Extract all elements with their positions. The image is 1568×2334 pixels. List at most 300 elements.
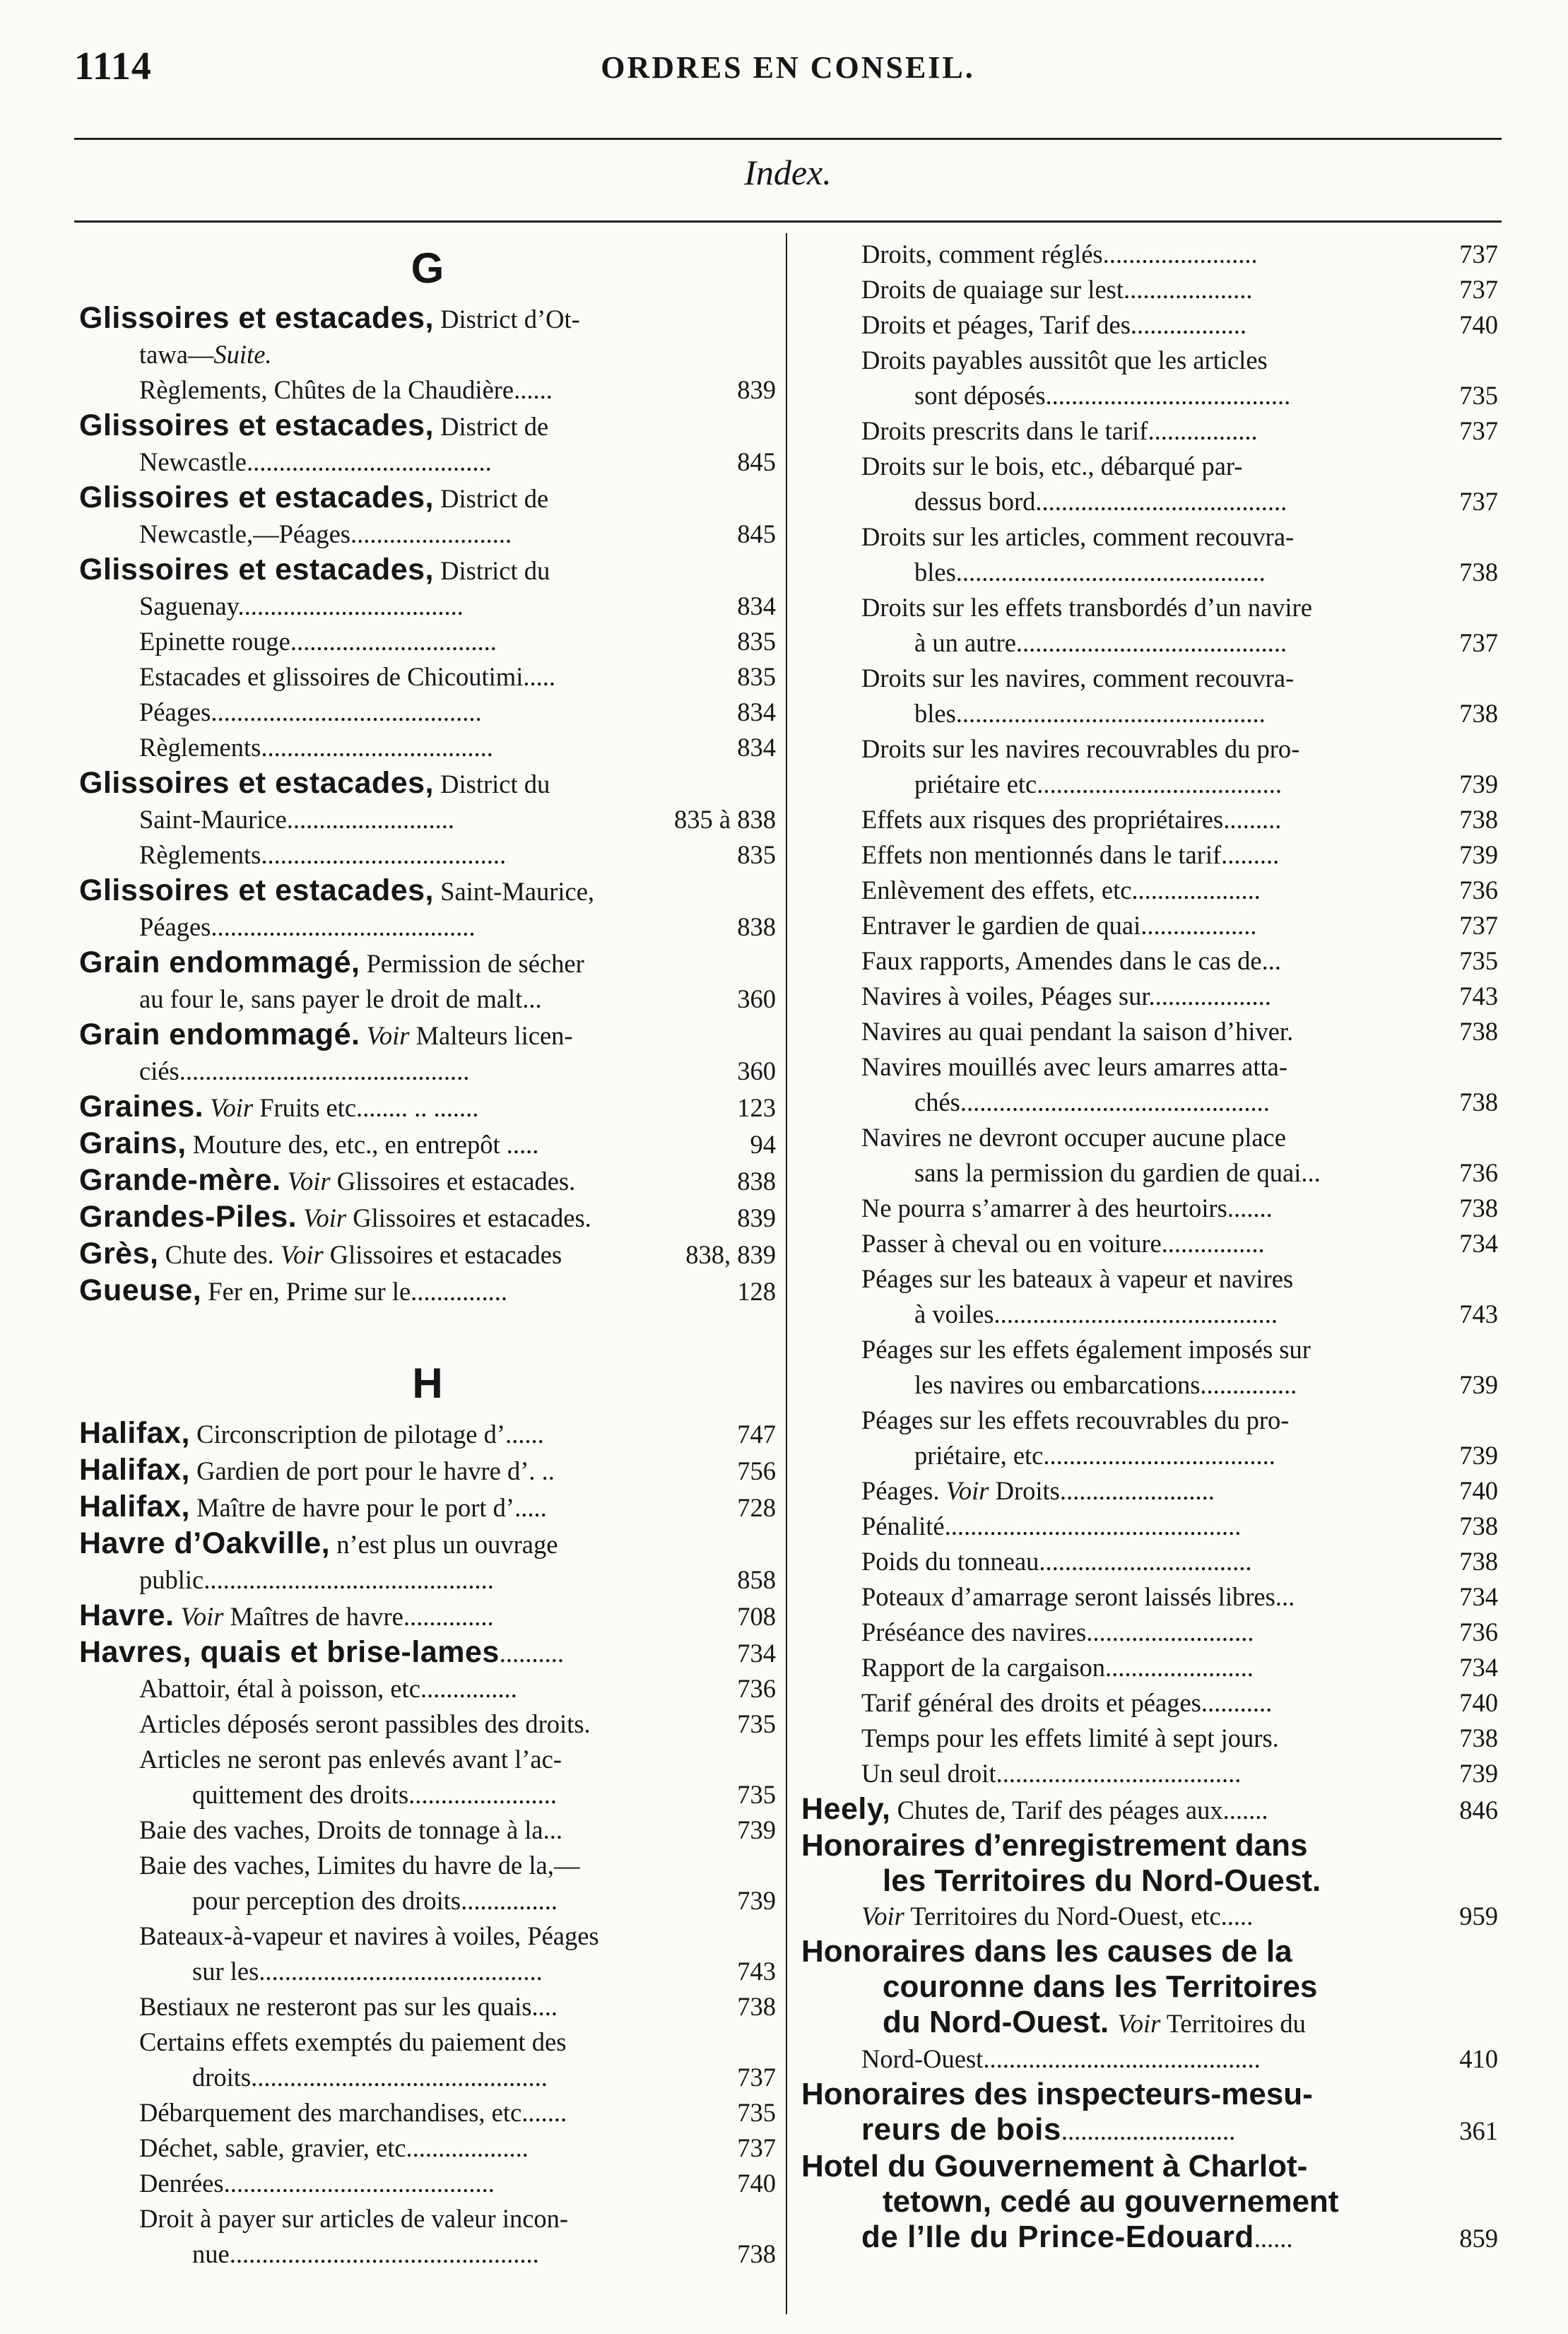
index-entry bbox=[801, 2220, 1498, 2256]
index-entry-text bbox=[79, 837, 776, 873]
index-entry bbox=[79, 1919, 776, 1954]
entry-heading: Graines. bbox=[79, 1090, 204, 1124]
page-ref: 737 bbox=[1459, 911, 1498, 940]
page-ref: 835 bbox=[737, 627, 776, 656]
index-entry bbox=[79, 1777, 776, 1813]
page-ref: 859 bbox=[1459, 2224, 1498, 2253]
entry-text: Glissoires et estacades. bbox=[330, 1167, 576, 1196]
index-entry bbox=[79, 659, 776, 695]
entry-text: Droit à payer sur articles de valeur incon- bbox=[139, 2204, 569, 2233]
index-entry bbox=[79, 1883, 776, 1919]
index-heading-text bbox=[801, 2005, 1498, 2041]
index-entry bbox=[79, 695, 776, 730]
index-entry bbox=[79, 837, 776, 873]
entry-text: Navires ne devront occuper aucune place bbox=[861, 1123, 1286, 1152]
index-entry bbox=[801, 1085, 1498, 1120]
page-ref: 747 bbox=[737, 1420, 776, 1449]
page-ref: 739 bbox=[1459, 840, 1498, 869]
index-entry-text bbox=[801, 1014, 1498, 1049]
index-entry-text bbox=[801, 1120, 1498, 1155]
index-entry-text bbox=[801, 943, 1498, 979]
index-entry-text bbox=[801, 2220, 1498, 2256]
page-ref: 737 bbox=[737, 2133, 776, 2162]
index-heading bbox=[801, 1828, 1498, 1863]
index-entry bbox=[79, 2236, 776, 2272]
index-entry bbox=[801, 2112, 1498, 2149]
entry-text: Chutes de, Tarif des péages aux....... bbox=[890, 1796, 1268, 1825]
entry-text: District du bbox=[434, 556, 550, 585]
entry-text: Ne pourra s’amarrer à des heurtoirs....... bbox=[861, 1193, 1273, 1222]
page-ref: 835 bbox=[737, 662, 776, 691]
index-entry bbox=[801, 1756, 1498, 1791]
index-entry-text bbox=[801, 1615, 1498, 1650]
index-entry bbox=[79, 589, 776, 624]
index-entry bbox=[801, 661, 1498, 696]
index-entry-text bbox=[79, 1777, 776, 1813]
index-entry-text bbox=[801, 837, 1498, 873]
entry-text: dessus bord....................................... bbox=[914, 487, 1287, 516]
page-ref: 739 bbox=[1459, 1759, 1498, 1788]
entry-text: Effets non mentionnés dans le tarif......... bbox=[861, 840, 1280, 869]
index-entry-text bbox=[801, 661, 1498, 696]
index-entry-text bbox=[79, 1489, 776, 1526]
index-entry bbox=[79, 517, 776, 552]
voir-label: Voir bbox=[280, 1240, 324, 1269]
index-entry bbox=[801, 696, 1498, 731]
index-entry-text bbox=[79, 1919, 776, 1954]
index-entry bbox=[79, 1126, 776, 1162]
index-entry bbox=[801, 449, 1498, 484]
entry-text: Maître de havre pour le port d’..... bbox=[189, 1493, 547, 1522]
index-entry bbox=[79, 1273, 776, 1309]
page-ref: 737 bbox=[1459, 275, 1498, 304]
index-entry bbox=[801, 1899, 1498, 1934]
index-heading bbox=[801, 1934, 1498, 1969]
index-entry-text bbox=[801, 1685, 1498, 1721]
page-ref: 734 bbox=[1459, 1582, 1498, 1611]
page-ref: 123 bbox=[737, 1093, 776, 1122]
index-heading-text: les Territoires du Nord-Ouest. bbox=[883, 1863, 1321, 1898]
entry-text: Chute des. bbox=[158, 1240, 281, 1269]
index-entry bbox=[801, 1261, 1498, 1297]
index-entry bbox=[79, 2060, 776, 2095]
entry-text: à voiles............................................ bbox=[914, 1299, 1278, 1328]
index-entry bbox=[801, 1226, 1498, 1261]
entry-text: tawa— bbox=[139, 340, 214, 369]
index-entry bbox=[801, 1332, 1498, 1367]
entry-text: à un autre.......................................... bbox=[914, 628, 1287, 657]
entry-text: Articles ne seront pas enlevés avant l’ac- bbox=[139, 1745, 562, 1774]
entry-text: Articles déposés seront passibles des droits. bbox=[139, 1709, 591, 1738]
index-entry bbox=[801, 1367, 1498, 1403]
page-ref: 736 bbox=[737, 1674, 776, 1703]
index-entry bbox=[801, 802, 1498, 837]
voir-label: Voir bbox=[210, 1093, 254, 1122]
index-entry bbox=[79, 480, 776, 517]
page-ref: 737 bbox=[1459, 240, 1498, 269]
entry-text: Droits payables aussitôt que les articles bbox=[861, 346, 1268, 375]
index-entry-text bbox=[79, 589, 776, 624]
entry-italic: Suite. bbox=[213, 340, 272, 369]
entry-text: Faux rapports, Amendes dans le cas de... bbox=[861, 946, 1281, 975]
index-entry-text bbox=[801, 343, 1498, 378]
voir-label: Voir bbox=[303, 1203, 347, 1232]
page-ref: 845 bbox=[737, 519, 776, 548]
entry-text: Un seul droit...................................... bbox=[861, 1759, 1242, 1788]
entry-text: Fruits etc........ .. ....... bbox=[253, 1093, 479, 1122]
entry-text: Fer en, Prime sur le............... bbox=[201, 1277, 508, 1306]
index-entry-text bbox=[79, 1989, 776, 2024]
index-entry-text bbox=[79, 1415, 776, 1452]
index-entry bbox=[79, 444, 776, 480]
page-ref: 360 bbox=[737, 1056, 776, 1085]
page-ref: 735 bbox=[1459, 381, 1498, 410]
page-ref: 739 bbox=[1459, 1370, 1498, 1399]
entry-text: Territoires du Nord-Ouest, etc..... bbox=[904, 1902, 1254, 1931]
page-ref: 410 bbox=[1459, 2044, 1498, 2073]
running-head bbox=[74, 44, 1502, 93]
page-ref: 738 bbox=[1459, 1547, 1498, 1576]
index-entry bbox=[801, 1155, 1498, 1191]
page-ref: 737 bbox=[737, 2063, 776, 2092]
index-entry bbox=[79, 1954, 776, 1989]
entry-text: District du bbox=[434, 770, 550, 798]
page-ref: 738 bbox=[737, 2239, 776, 2268]
index-entry-text bbox=[79, 2060, 776, 2095]
entry-text: Droits........................ bbox=[995, 1476, 1215, 1505]
index-entry-text bbox=[79, 444, 776, 480]
index-entry-text bbox=[79, 982, 776, 1017]
index-entry bbox=[79, 1742, 776, 1777]
entry-text: Péages sur les bateaux à vapeur et navires bbox=[861, 1264, 1294, 1293]
entry-heading: Grains, bbox=[79, 1126, 187, 1160]
voir-label: Voir bbox=[287, 1167, 331, 1196]
running-title: ORDRES EN CONSEIL. bbox=[601, 50, 975, 85]
page-ref: 834 bbox=[737, 591, 776, 620]
index-entry-text bbox=[801, 1191, 1498, 1226]
entry-text: Nord-Ouest........................................... bbox=[861, 2044, 1261, 2073]
page-ref: 738 bbox=[1459, 1017, 1498, 1046]
page-ref: 839 bbox=[737, 1203, 776, 1232]
entry-text: Droits sur les navires recouvrables du pro- bbox=[861, 734, 1300, 763]
index-entry bbox=[79, 873, 776, 909]
page-ref: 735 bbox=[737, 1709, 776, 1738]
index-heading-text: Hotel du Gouvernement à Charlot- bbox=[801, 2149, 1308, 2183]
entry-text: nue................................................ bbox=[192, 2239, 539, 2268]
index-entry-text bbox=[801, 1226, 1498, 1261]
page-ref: 728 bbox=[737, 1493, 776, 1522]
index-heading bbox=[801, 2149, 1498, 2184]
index-entry-text bbox=[79, 480, 776, 517]
index-entry-text bbox=[79, 1562, 776, 1598]
index-entry bbox=[801, 413, 1498, 449]
index-entry-text bbox=[801, 731, 1498, 767]
page-ref: 734 bbox=[1459, 1653, 1498, 1682]
index-entry-text bbox=[79, 730, 776, 765]
page-ref: 845 bbox=[737, 447, 776, 476]
page-ref: 846 bbox=[1459, 1796, 1498, 1825]
index-entry bbox=[801, 1650, 1498, 1685]
index-entry bbox=[79, 552, 776, 589]
page-ref: 736 bbox=[1459, 1158, 1498, 1187]
entry-heading: Gueuse, bbox=[79, 1273, 202, 1307]
entry-text: Règlements...................................... bbox=[139, 840, 507, 869]
index-entry-text bbox=[79, 909, 776, 945]
page-ref: 735 bbox=[737, 2098, 776, 2127]
index-entry bbox=[79, 1452, 776, 1489]
index-entry bbox=[79, 2095, 776, 2130]
entry-text: Denrées.......................................... bbox=[139, 2169, 495, 2198]
index-entry bbox=[79, 2166, 776, 2201]
entry-text: Péages......................................... bbox=[139, 912, 476, 941]
page-ref: 739 bbox=[1459, 1441, 1498, 1470]
index-entry bbox=[801, 1509, 1498, 1544]
entry-text: District de bbox=[434, 484, 549, 513]
index-entry bbox=[79, 300, 776, 337]
entry-text: bles................................................ bbox=[914, 699, 1266, 728]
index-entry bbox=[801, 837, 1498, 873]
index-entry bbox=[801, 908, 1498, 943]
index-entry bbox=[79, 2130, 776, 2166]
index-entry bbox=[801, 1120, 1498, 1155]
entry-heading: Havre. bbox=[79, 1598, 175, 1632]
index-entry bbox=[79, 1526, 776, 1562]
entry-text: District d’Ot- bbox=[434, 305, 580, 334]
index-entry bbox=[801, 484, 1498, 519]
index-entry bbox=[79, 1199, 776, 1236]
index-entry-text bbox=[801, 519, 1498, 555]
entry-text: Passer à cheval ou en voiture................ bbox=[861, 1229, 1265, 1258]
index-entry-text bbox=[79, 1162, 776, 1199]
index-entry bbox=[79, 372, 776, 408]
entry-text: Effets aux risques des propriétaires......... bbox=[861, 805, 1282, 834]
index-heading bbox=[801, 1863, 1498, 1899]
entry-text: Estacades et glissoires de Chicoutimi..... bbox=[139, 662, 555, 691]
index-entry-text bbox=[79, 873, 776, 909]
index-entry-text bbox=[79, 1526, 776, 1562]
index-entry-text bbox=[79, 945, 776, 982]
index-entry-text bbox=[79, 1848, 776, 1883]
entry-text: Bateaux-à-vapeur et navires à voiles, Péages bbox=[139, 1921, 599, 1950]
index-entry bbox=[79, 2201, 776, 2236]
page-ref: 738 bbox=[1459, 558, 1498, 587]
index-entry bbox=[79, 945, 776, 982]
page-ref: 735 bbox=[737, 1780, 776, 1809]
index-entry-text bbox=[801, 2041, 1498, 2077]
index-entry-text bbox=[79, 2166, 776, 2201]
index-entry-text bbox=[79, 337, 776, 372]
index-entry bbox=[79, 1634, 776, 1671]
index-entry-text bbox=[79, 1954, 776, 1989]
index-entry bbox=[79, 2024, 776, 2060]
page-ref: 737 bbox=[1459, 487, 1498, 516]
entry-text: .......... bbox=[499, 1639, 565, 1668]
index-entry bbox=[801, 731, 1498, 767]
index-entry bbox=[79, 802, 776, 837]
entry-heading: Grande-mère. bbox=[79, 1163, 281, 1197]
entry-text: priétaire etc...................................... bbox=[914, 770, 1283, 798]
index-heading bbox=[801, 2184, 1498, 2220]
entry-text: Tarif général des droits et péages........... bbox=[861, 1688, 1273, 1717]
entry-text: Newcastle...................................... bbox=[139, 447, 492, 476]
entry-text: Droits sur les effets transbordés d’un navire bbox=[861, 593, 1312, 622]
page-ref: 959 bbox=[1459, 1902, 1498, 1931]
index-entry bbox=[79, 1848, 776, 1883]
entry-text: Pénalité.............................................. bbox=[861, 1511, 1242, 1540]
page-ref: 834 bbox=[737, 697, 776, 726]
entry-text: sur les............................................ bbox=[192, 1957, 543, 1986]
index-entry bbox=[79, 408, 776, 444]
page-ref: 838, 839 bbox=[685, 1240, 776, 1269]
index-entry bbox=[79, 730, 776, 765]
entry-text: Glissoires et estacades bbox=[329, 1240, 562, 1269]
voir-label: Voir bbox=[861, 1902, 904, 1931]
entry-text: Péages. bbox=[861, 1476, 946, 1505]
index-entry-text bbox=[79, 408, 776, 444]
index-entry bbox=[801, 873, 1498, 908]
entry-heading: Havres, quais et brise-lames bbox=[79, 1635, 500, 1669]
index-entry bbox=[79, 624, 776, 659]
page-number: 1114 bbox=[74, 45, 152, 88]
index-entry bbox=[801, 767, 1498, 802]
index-entry-text bbox=[801, 272, 1498, 307]
index-entry bbox=[79, 1415, 776, 1452]
page-ref: 858 bbox=[737, 1565, 776, 1594]
page-ref: 360 bbox=[737, 984, 776, 1013]
index-entry-text bbox=[801, 1473, 1498, 1509]
index-entry-text bbox=[801, 484, 1498, 519]
index-entry-text bbox=[801, 2112, 1498, 2149]
entry-text: ciés............................................. bbox=[139, 1056, 470, 1085]
entry-heading: Halifax, bbox=[79, 1453, 190, 1487]
index-entry bbox=[79, 337, 776, 372]
entry-text: Certains effets exemptés du paiement des bbox=[139, 2027, 567, 2056]
heading-ref: Territoires du bbox=[1160, 2009, 1306, 2038]
header-rule bbox=[74, 138, 1502, 140]
index-entry bbox=[801, 625, 1498, 661]
entry-text: Saint-Maurice.......................... bbox=[139, 805, 455, 834]
entry-heading: Grès, bbox=[79, 1237, 159, 1271]
section-title: Index. bbox=[744, 153, 832, 192]
entry-text: ...... bbox=[1254, 2224, 1293, 2253]
index-entry bbox=[801, 1473, 1498, 1509]
index-entry-text bbox=[801, 590, 1498, 625]
page-ref: 736 bbox=[1459, 1617, 1498, 1646]
index-entry-text bbox=[79, 1883, 776, 1919]
entry-text: sont déposés...................................... bbox=[914, 381, 1291, 410]
index-entry bbox=[801, 519, 1498, 555]
index-entry-text bbox=[79, 1273, 776, 1309]
page-ref: 838 bbox=[737, 1167, 776, 1196]
index-entry-text bbox=[801, 625, 1498, 661]
entry-text: Entraver le gardien de quai.................. bbox=[861, 911, 1257, 940]
index-entry bbox=[801, 1191, 1498, 1226]
page-ref: 740 bbox=[1459, 1688, 1498, 1717]
index-entry bbox=[801, 1297, 1498, 1332]
entry-heading: Glissoires et estacades, bbox=[79, 766, 435, 800]
entry-text: Abattoir, étal à poisson, etc............... bbox=[139, 1674, 517, 1703]
index-entry-text bbox=[79, 1199, 776, 1236]
entry-heading: reurs de bois bbox=[861, 2112, 1061, 2147]
index-entry-text bbox=[801, 767, 1498, 802]
page-ref: 738 bbox=[737, 1992, 776, 2021]
page-ref: 756 bbox=[737, 1456, 776, 1485]
page-ref: 738 bbox=[1459, 1723, 1498, 1752]
index-entry bbox=[801, 1544, 1498, 1579]
index-entry-text bbox=[801, 1085, 1498, 1120]
index-entry bbox=[801, 2041, 1498, 2077]
page-ref: 738 bbox=[1459, 699, 1498, 728]
index-entry-text bbox=[801, 696, 1498, 731]
index-entry-text bbox=[79, 765, 776, 802]
index-entry-text bbox=[79, 695, 776, 730]
page-ref: 128 bbox=[737, 1277, 776, 1306]
index-entry bbox=[79, 1562, 776, 1598]
entry-text: les navires ou embarcations............... bbox=[914, 1370, 1297, 1399]
index-entry-text bbox=[801, 1297, 1498, 1332]
index-entry bbox=[801, 979, 1498, 1014]
index-entry bbox=[801, 307, 1498, 343]
page-ref: 737 bbox=[1459, 416, 1498, 445]
index-entry bbox=[801, 237, 1498, 272]
index-heading bbox=[801, 1969, 1498, 2005]
index-entry-text bbox=[801, 1403, 1498, 1438]
index-entry bbox=[801, 1403, 1498, 1438]
entry-text: bles................................................ bbox=[914, 558, 1266, 587]
index-entry-text bbox=[801, 1650, 1498, 1685]
index-entry bbox=[801, 343, 1498, 378]
section-rule bbox=[74, 220, 1502, 223]
column-divider bbox=[786, 233, 787, 2314]
entry-heading: Glissoires et estacades, bbox=[79, 301, 435, 335]
page-ref: 708 bbox=[737, 1602, 776, 1631]
entry-heading: Grain endommagé. bbox=[79, 1018, 360, 1051]
page-ref: 739 bbox=[737, 1815, 776, 1844]
index-entry bbox=[79, 1489, 776, 1526]
page-ref: 839 bbox=[737, 375, 776, 404]
voir-label: Voir bbox=[366, 1021, 410, 1050]
entry-heading: Glissoires et estacades, bbox=[79, 481, 435, 514]
index-entry bbox=[79, 1989, 776, 2024]
index-entry-text bbox=[801, 1155, 1498, 1191]
entry-text: Droits sur les navires, comment recouvra- bbox=[861, 664, 1295, 692]
page-ref: 834 bbox=[737, 733, 776, 762]
index-entry-text bbox=[801, 1791, 1498, 1828]
page-ref: 740 bbox=[1459, 310, 1498, 339]
entry-text: Newcastle,—Péages......................... bbox=[139, 519, 512, 548]
section-letter: H bbox=[412, 1360, 443, 1407]
page-ref: 835 à 838 bbox=[674, 805, 776, 834]
index-heading-text: tetown, cedé au gouvernement bbox=[883, 2184, 1339, 2219]
entry-text: pour perception des droits............... bbox=[192, 1886, 558, 1915]
index-entry bbox=[79, 982, 776, 1017]
index-entry bbox=[801, 1791, 1498, 1828]
page-ref: 740 bbox=[1459, 1476, 1498, 1505]
entry-text: ........................... bbox=[1061, 2116, 1236, 2145]
entry-heading: Halifax, bbox=[79, 1416, 190, 1450]
entry-text: Poids du tonneau................................. bbox=[861, 1547, 1252, 1576]
index-heading bbox=[801, 2005, 1498, 2041]
index-entry-text bbox=[801, 237, 1498, 272]
entry-text: Permission de sécher bbox=[360, 949, 584, 978]
entry-text: public............................................. bbox=[139, 1565, 494, 1594]
entry-text: Débarquement des marchandises, etc....... bbox=[139, 2098, 567, 2127]
entry-heading: Glissoires et estacades, bbox=[79, 553, 435, 587]
entry-text: Circonscription de pilotage d’...... bbox=[189, 1420, 544, 1449]
index-entry bbox=[801, 272, 1498, 307]
entry-text: District de bbox=[434, 412, 549, 441]
index-entry bbox=[79, 1054, 776, 1089]
